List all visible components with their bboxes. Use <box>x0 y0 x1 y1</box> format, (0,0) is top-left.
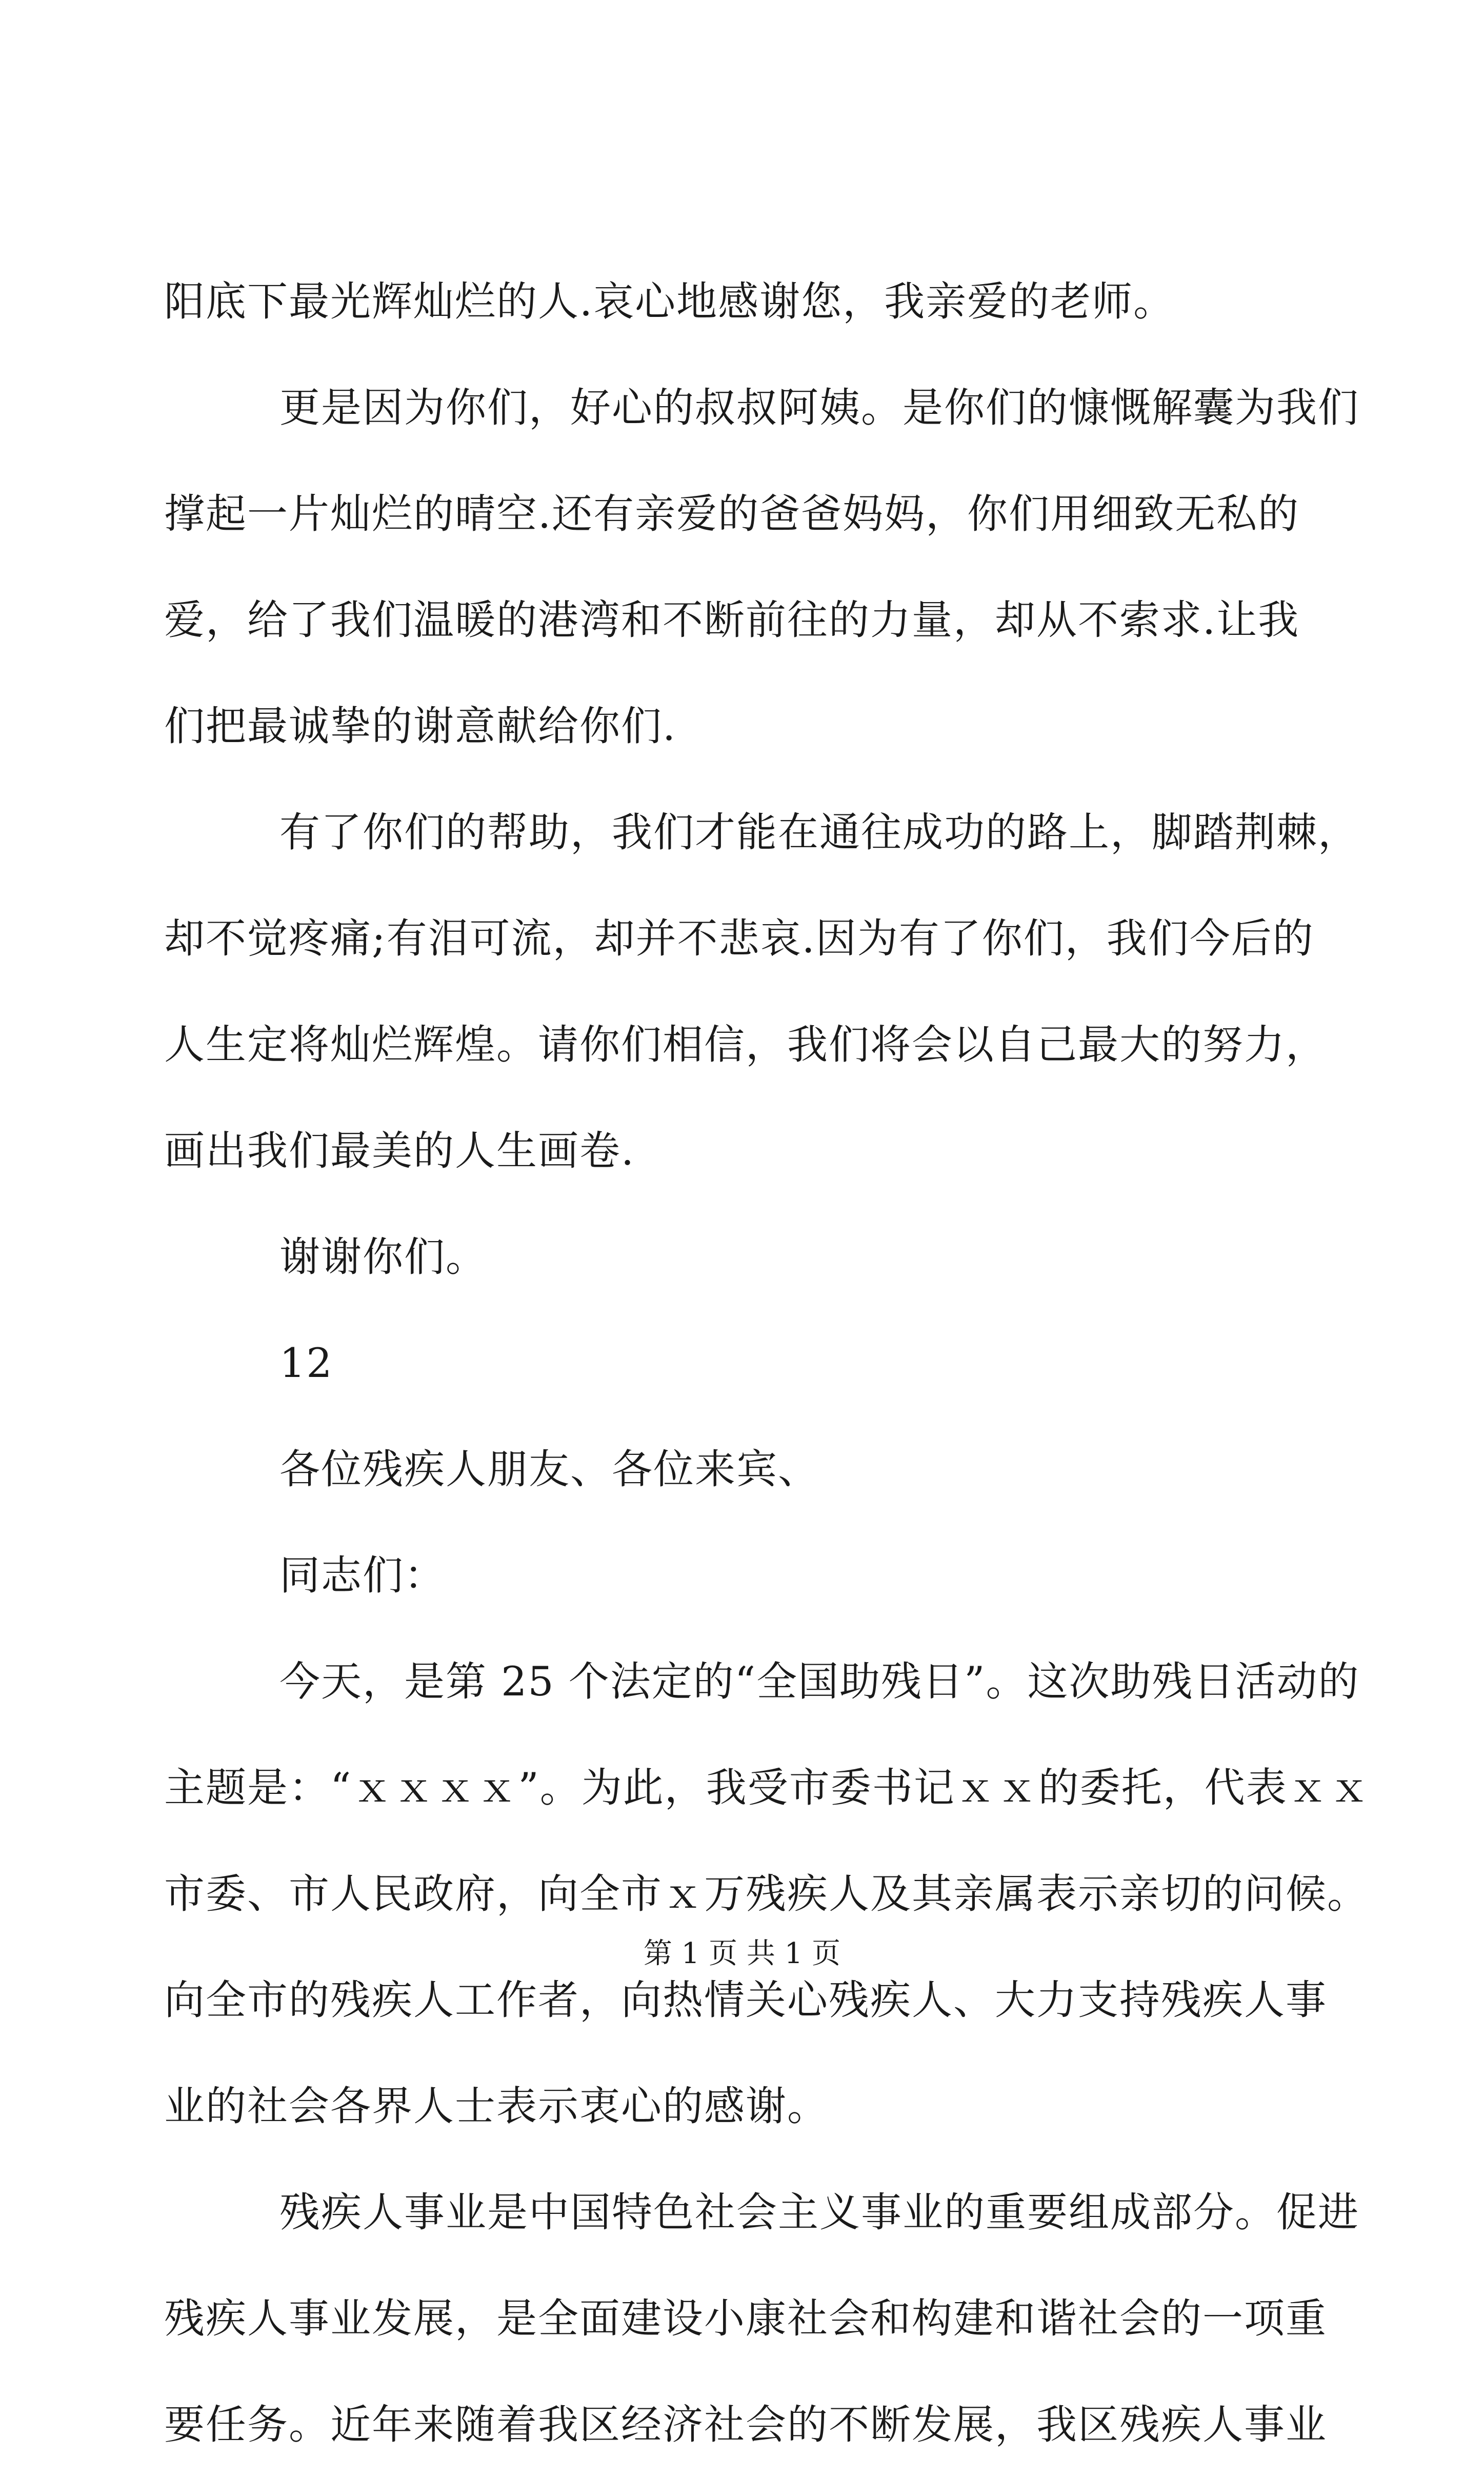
text-line: 要任务。近年来随着我区经济社会的不断发展，我区残疾人事业 <box>164 2401 1327 2448</box>
text-line: 向全市的残疾人工作者，向热情关心残疾人、大力支持残疾人事 <box>164 1976 1327 2024</box>
text-line: 今天，是第 25 个法定的“全国助残日”。这次助残日活动的 <box>279 1658 1360 1705</box>
text-line: 人生定将灿烂辉煌。请你们相信，我们将会以自己最大的努力， <box>164 1021 1327 1068</box>
text-line: 更是因为你们，好心的叔叔阿姨。是你们的慷慨解囊为我们 <box>279 384 1359 431</box>
text-line: 各位残疾人朋友、各位来宾、 <box>279 1446 819 1493</box>
text-line: 们把最诚挚的谢意献给你们. <box>164 703 677 750</box>
page-footer <box>0 1933 1484 1974</box>
text-line: 画出我们最美的人生画卷. <box>164 1127 635 1174</box>
text-line: 阳底下最光辉灿烂的人.哀心地感谢您，我亲爱的老师。 <box>164 278 1175 325</box>
text-line: 谢谢你们。 <box>279 1233 487 1281</box>
text-line: 撑起一片灿烂的晴空.还有亲爱的爸爸妈妈，你们用细致无私的 <box>164 490 1300 537</box>
text-line: 爱，给了我们温暖的港湾和不断前往的力量，却从不索求.让我 <box>164 596 1300 644</box>
text-line: 主题是：“ｘｘｘｘ”。为此，我受市委书记ｘｘ的委托，代表ｘｘ <box>164 1764 1371 1811</box>
text-line: 有了你们的帮助，我们才能在通往成功的路上，脚踏荆棘， <box>279 809 1359 856</box>
document-body <box>164 249 1371 2478</box>
text-line: 同志们： <box>279 1552 446 1599</box>
page-number-label: 第 1 页 共 1 页 <box>643 1937 841 1970</box>
text-line: 市委、市人民政府，向全市ｘ万残疾人及其亲属表示亲切的问候。 <box>164 1870 1369 1917</box>
text-line: 残疾人事业是中国特色社会主义事业的重要组成部分。促进 <box>279 2189 1359 2236</box>
text-line: 12 <box>279 1340 333 1387</box>
text-line: 残疾人事业发展，是全面建设小康社会和构建和谐社会的一项重 <box>164 2295 1327 2342</box>
text-line: 却不觉疼痛;有泪可流，却并不悲哀.因为有了你们，我们今后的 <box>164 915 1314 962</box>
text-line: 业的社会各界人士表示衷心的感谢。 <box>164 2083 829 2130</box>
